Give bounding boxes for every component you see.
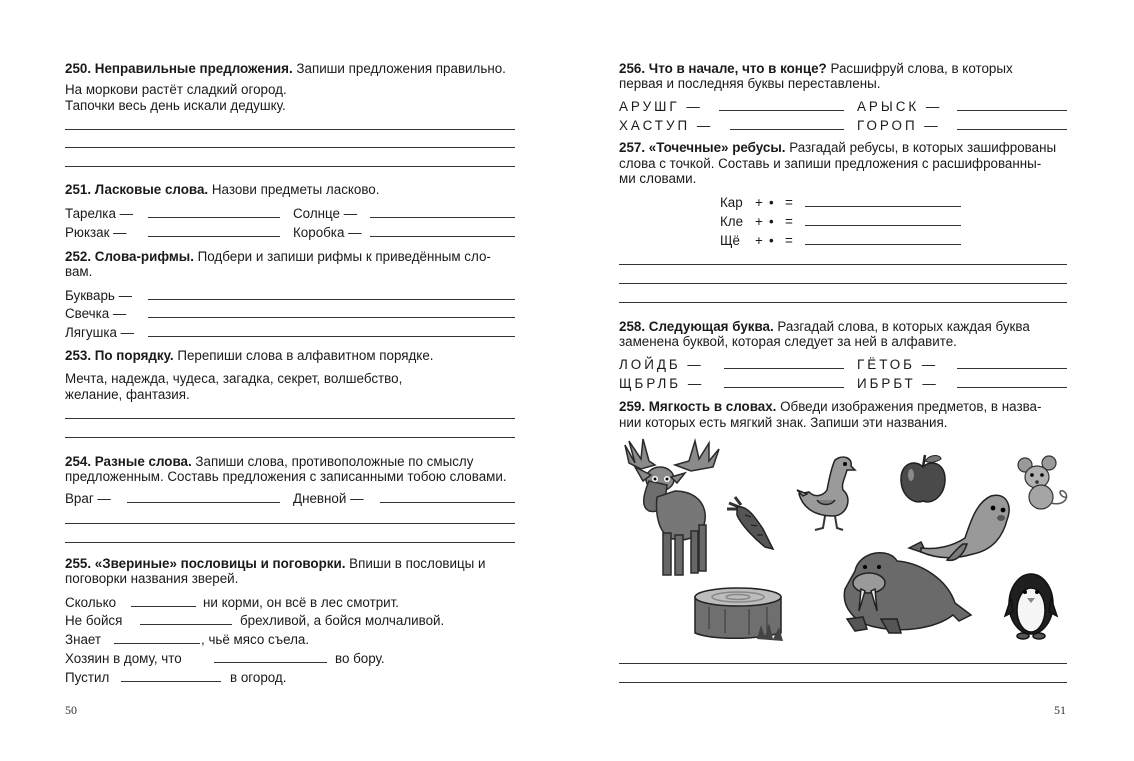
task-254-instruction-2: предложенным. Составь предложения с записанными тобою словами.: [65, 469, 507, 484]
cipher-loydb: ЛОЙДБ —: [619, 357, 704, 372]
task-251-instruction: Назови предметы ласково.: [208, 182, 380, 197]
dot-symbol: •: [769, 214, 774, 229]
dot-symbol: •: [769, 195, 774, 210]
task-251-title: 251. Ласковые слова.: [65, 182, 209, 197]
word-vrag: Враг —: [65, 491, 111, 506]
word-dnevnoy: Дневной —: [293, 491, 364, 506]
task-250-heading: [65, 60, 506, 77]
plus-sign: +: [755, 214, 763, 229]
answer-line[interactable]: [957, 110, 1067, 111]
answer-line[interactable]: [619, 663, 1067, 664]
page-number-right: 51: [1054, 703, 1066, 717]
proverb-3-end: , чьё мясо съела.: [201, 632, 310, 647]
plus-sign: +: [755, 233, 763, 248]
task-250-title: 250. Неправильные предложения.: [65, 61, 293, 76]
task-252-instruction-1: Подбери и запиши рифмы к приведённым сло-: [193, 249, 491, 264]
rebus-kle: Кле: [720, 214, 744, 229]
answer-line[interactable]: [121, 681, 221, 682]
answer-line[interactable]: [619, 264, 1067, 265]
task-252-heading: [65, 248, 491, 265]
task-256-title: 256. Что в начале, что в конце?: [619, 61, 827, 76]
answer-line[interactable]: [65, 437, 515, 438]
task-257-title: 257. «Точечные» ребусы.: [619, 140, 786, 155]
dot-symbol: •: [769, 233, 774, 248]
task-252-instruction-2: вам.: [65, 264, 93, 279]
task-257-instruction-1: Разгадай ребусы, в которых зашифрованы: [785, 140, 1057, 155]
proverb-3-start: Знает: [65, 632, 102, 647]
task-255-instruction-2: поговорки названия зверей.: [65, 571, 239, 586]
proverb-2-start: Не бойся: [65, 613, 123, 628]
proverb-2-end: брехливой, а бойся молчаливой.: [240, 613, 445, 628]
answer-line[interactable]: [719, 110, 844, 111]
mouse-icon[interactable]: [1017, 455, 1073, 517]
answer-line[interactable]: [65, 166, 515, 167]
right-page: [567, 0, 1134, 761]
task-255-title: 255. «Звериные» пословицы и поговорки.: [65, 556, 346, 571]
answer-line[interactable]: [805, 244, 961, 245]
answer-line[interactable]: [619, 283, 1067, 284]
plus-sign: +: [755, 195, 763, 210]
task-253-heading: [65, 347, 433, 364]
answer-line[interactable]: [957, 387, 1067, 388]
answer-line[interactable]: [370, 236, 515, 237]
rebus-kar: Кар: [720, 195, 743, 210]
word-solntse: Солнце —: [293, 206, 358, 221]
answer-line[interactable]: [805, 225, 961, 226]
cipher-gorop: ГОРОП —: [857, 118, 941, 133]
task-258-instruction-2: заменена буквой, которая следует за ней в алфавите.: [619, 334, 957, 349]
proverb-1-start: Сколько: [65, 595, 117, 610]
task-257-instruction-3: ми словами.: [619, 171, 697, 186]
word-lyagushka: Лягушка —: [65, 325, 135, 340]
answer-line[interactable]: [148, 236, 280, 237]
answer-line[interactable]: [148, 299, 515, 300]
cipher-gyotob: ГЁТОБ —: [857, 357, 939, 372]
proverb-5-start: Пустил: [65, 670, 110, 685]
carrot-icon[interactable]: [725, 495, 777, 553]
task-258-title: 258. Следующая буква.: [619, 319, 774, 334]
cipher-shchbrlb: ЩБРЛБ —: [619, 376, 705, 391]
task-250-sentence-2: Тапочки весь день искали дедушку.: [65, 98, 286, 113]
task-257-instruction-2: слова с точкой. Составь и запиши предложения с расшифрованны-: [619, 156, 1042, 171]
answer-line[interactable]: [148, 217, 280, 218]
task-254-instruction-1: Запиши слова, противоположные по смыслу: [191, 454, 474, 469]
task-253-words-1: Мечта, надежда, чудеса, загадка, секрет, волшебство,: [65, 371, 403, 386]
proverb-4-end: во бору.: [335, 651, 385, 666]
cipher-ibrbt: ИБРБТ —: [857, 376, 939, 391]
answer-line[interactable]: [619, 682, 1067, 683]
proverb-4-start: Хозяин в дому, что: [65, 651, 182, 666]
equals-sign: =: [785, 214, 793, 229]
answer-line[interactable]: [805, 206, 961, 207]
task-259-instruction-1: Обведи изображения предметов, в назва-: [776, 399, 1042, 414]
equals-sign: =: [785, 195, 793, 210]
answer-line[interactable]: [65, 129, 515, 130]
task-256-instruction-1: Расшифруй слова, в которых: [826, 61, 1013, 76]
task-257-heading: [619, 139, 1056, 156]
task-252-title: 252. Слова-рифмы.: [65, 249, 194, 264]
task-259-heading: [619, 398, 1041, 415]
answer-line[interactable]: [148, 336, 515, 337]
word-korobka: Коробка —: [293, 225, 362, 240]
proverb-1-end: ни корми, он всё в лес смотрит.: [203, 595, 400, 610]
rebus-shcho: Щё: [720, 233, 741, 248]
task-258-instruction-1: Разгадай слова, в которых каждая буква: [773, 319, 1030, 334]
cipher-arysk: АРЫСК —: [857, 99, 943, 114]
moose-icon[interactable]: [615, 435, 725, 585]
walrus-icon[interactable]: [835, 545, 975, 640]
cipher-arushg: АРУШГ —: [619, 99, 703, 114]
answer-line[interactable]: [114, 643, 200, 644]
task-254-title: 254. Разные слова.: [65, 454, 192, 469]
answer-line[interactable]: [214, 662, 327, 663]
answer-line[interactable]: [724, 368, 844, 369]
task-256-instruction-2: первая и последняя буквы переставлены.: [619, 76, 881, 91]
answer-line[interactable]: [127, 502, 280, 503]
goose-icon[interactable]: [795, 450, 861, 532]
answer-line[interactable]: [370, 217, 515, 218]
word-svechka: Свечка —: [65, 306, 127, 321]
answer-line[interactable]: [730, 129, 844, 130]
penguin-icon[interactable]: [1003, 568, 1059, 640]
word-tarelka: Тарелка —: [65, 206, 133, 221]
answer-line[interactable]: [724, 387, 844, 388]
page-number-left: 50: [65, 703, 77, 717]
task-250-instruction: Запиши предложения правильно.: [292, 61, 506, 76]
task-259-instruction-2: нии которых есть мягкий знак. Запиши эти названия.: [619, 415, 948, 430]
answer-line[interactable]: [148, 317, 515, 318]
task-255-instruction-1: Впиши в пословицы и: [345, 556, 486, 571]
answer-line[interactable]: [131, 606, 196, 607]
answer-line[interactable]: [957, 129, 1067, 130]
proverb-5-end: в огород.: [230, 670, 287, 685]
task-253-instruction: Перепиши слова в алфавитном порядке.: [173, 348, 434, 363]
answer-line[interactable]: [957, 368, 1067, 369]
task-259-title: 259. Мягкость в словах.: [619, 399, 777, 414]
task-253-words-2: желание, фантазия.: [65, 387, 190, 402]
task-251-heading: [65, 181, 379, 198]
answer-line[interactable]: [619, 302, 1067, 303]
stump-icon[interactable]: [689, 585, 797, 643]
task-250-sentence-1: На моркови растёт сладкий огород.: [65, 82, 287, 97]
word-bukvar: Букварь —: [65, 288, 132, 303]
equals-sign: =: [785, 233, 793, 248]
answer-line[interactable]: [140, 624, 232, 625]
word-ryukzak: Рюкзак —: [65, 225, 127, 240]
answer-line[interactable]: [65, 523, 515, 524]
answer-line[interactable]: [65, 542, 515, 543]
task-253-title: 253. По порядку.: [65, 348, 174, 363]
answer-line[interactable]: [65, 418, 515, 419]
cipher-khastup: ХАСТУП —: [619, 118, 714, 133]
answer-line[interactable]: [65, 147, 515, 148]
answer-line[interactable]: [380, 502, 515, 503]
